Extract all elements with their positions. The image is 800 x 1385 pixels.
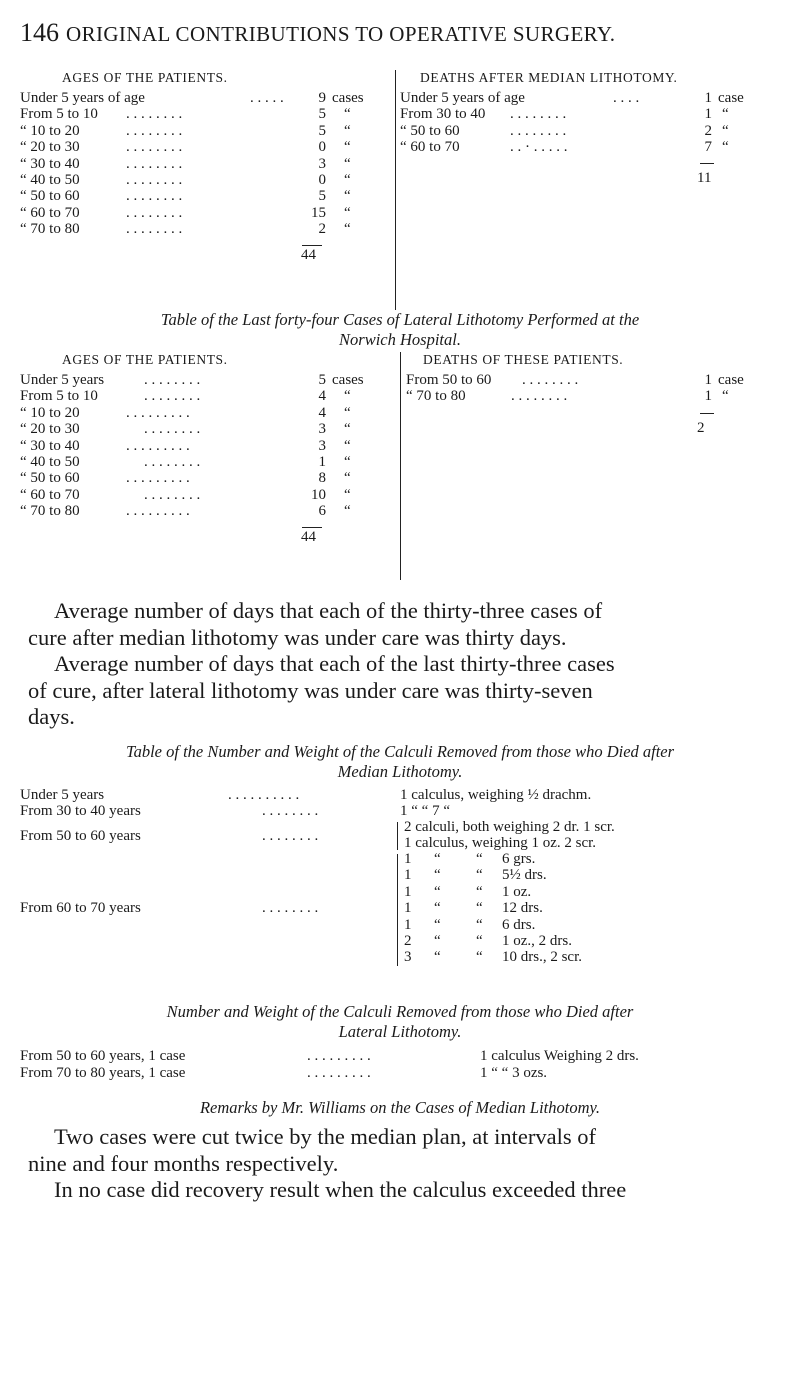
table2-caption-line2: Norwich Hospital. (339, 330, 461, 349)
table2-left-heading: AGES OF THE PATIENTS. (62, 352, 228, 367)
table4-row1-value: 1 calculus Weighing 2 drs. (480, 1048, 639, 1064)
table2-age-row: “ 40 to 50 . . . . . . . . 1 “ (20, 453, 351, 470)
table4-caption (0, 1002, 800, 1042)
table1-death-row: From 30 to 40 . . . . . . . . 1 “ (400, 106, 729, 123)
table4-row1-label: From 50 to 60 years, 1 case (20, 1048, 186, 1064)
table2-death-row: From 50 to 60 . . . . . . . . 1 case (406, 372, 744, 388)
table3-from60-label: From 60 to 70 years (20, 900, 141, 916)
table1-ages-total-rule (302, 245, 322, 246)
remarks-paragraph (28, 1124, 783, 1204)
table1-deaths-total: 11 (697, 170, 712, 186)
table4-row1-dots: . . . . . . . . . (307, 1048, 371, 1064)
paragraph-line: cure after median lithotomy was under care was thirty days. (28, 624, 567, 650)
table2-deaths-total-rule (700, 413, 714, 414)
table4-caption-line1: Number and Weight of the Calculi Removed from those who Died after (166, 1002, 634, 1021)
table3-from30-dots: . . . . . . . . (262, 803, 319, 819)
table1-age-row: “ 40 to 50 . . . . . . . . 0 “ (20, 171, 351, 188)
table2-column-divider (400, 352, 401, 580)
remarks-heading: Remarks by Mr. Williams on the Cases of Median Lithotomy. (199, 1098, 601, 1117)
table1-deaths-list (400, 90, 780, 156)
table3-caption-line1: Table of the Number and Weight of the Calculi Removed from those who Died after (125, 742, 675, 761)
table1-age-row: “ 10 to 20 . . . . . . . . 5 “ (20, 122, 351, 139)
table3-from30-value: 1 “ “ 7 “ (400, 803, 450, 819)
table3-under5-label: Under 5 years (20, 787, 105, 803)
table3-from60-dots: . . . . . . . . (262, 900, 319, 916)
table2-age-row: “ 30 to 40 . . . . . . . . . 3 “ (20, 437, 351, 454)
table2-deaths-list (406, 372, 786, 405)
table2-age-row: “ 60 to 70 . . . . . . . . 10 “ (20, 486, 351, 503)
table3-calculus-row: 2 “ “ 1 oz., 2 drs. (404, 932, 572, 949)
paragraph-line: nine and four months respectively. (28, 1150, 339, 1176)
table2-age-row: “ 10 to 20 . . . . . . . . . 4 “ (20, 404, 351, 421)
table3-from50-value: 2 calculi, both weighing 2 dr. 1 scr. (404, 819, 615, 835)
table2-age-row: Under 5 years . . . . . . . . 5 cases (20, 372, 364, 388)
table2-age-row: “ 70 to 80 . . . . . . . . . 6 “ (20, 503, 351, 520)
table1-death-row: “ 50 to 60 . . . . . . . . 2 “ (400, 122, 729, 139)
table1-age-row: From 5 to 10 . . . . . . . . 5 “ (20, 106, 351, 123)
paragraph-line: In no case did recovery result when the calculus exceeded three (54, 1177, 627, 1202)
table3-from60-brace (397, 854, 398, 966)
table1-age-row: “ 20 to 30 . . . . . . . . 0 “ (20, 139, 351, 156)
table3-from50-value: 1 calculus, weighing 1 oz. 2 scr. (404, 835, 597, 851)
table1-age-row: “ 70 to 80 . . . . . . . . 2 “ (20, 221, 351, 238)
table2-right-heading: DEATHS OF THESE PATIENTS. (423, 352, 624, 367)
table1-age-row: “ 50 to 60 . . . . . . . . 5 “ (20, 188, 351, 205)
paragraph-line: Average number of days that each of the last thirty-three cases (54, 651, 615, 676)
table1-left-heading: AGES OF THE PATIENTS. (62, 70, 228, 85)
table4-row2-value: 1 “ “ 3 ozs. (480, 1065, 548, 1081)
table3-from60-list (404, 851, 784, 966)
page-number: 146 (20, 18, 59, 47)
table4-row2-label: From 70 to 80 years, 1 case (20, 1065, 186, 1081)
table3-under5-dots: . . . . . . . . . . (228, 787, 300, 803)
average-days-paragraph (28, 598, 783, 731)
table3-calculus-row: 1 “ “ 6 grs. (404, 851, 536, 867)
table2-age-row: “ 50 to 60 . . . . . . . . . 8 “ (20, 470, 351, 487)
table2-caption (0, 310, 800, 350)
table2-caption-line1: Table of the Last forty-four Cases of Lateral Lithotomy Performed at the (160, 310, 640, 329)
paragraph-line: Average number of days that each of the thirty-three cases of (54, 598, 603, 623)
table1-death-row: Under 5 years of age . . . . 1 case (400, 90, 744, 106)
table4-row2-dots: . . . . . . . . . (307, 1065, 371, 1081)
table3-calculus-row: 1 “ “ 12 drs. (404, 900, 543, 917)
table3-under5-value: 1 calculus, weighing ½ drachm. (400, 787, 592, 803)
paragraph-line: days. (28, 704, 75, 729)
table3-from50-label: From 50 to 60 years (20, 828, 141, 844)
table2-age-row: From 5 to 10 . . . . . . . . 4 “ (20, 388, 351, 405)
table1-ages-list (20, 90, 392, 238)
table1-deaths-total-rule (700, 163, 714, 164)
table1-age-row: Under 5 years of age . . . . . 9 cases (20, 90, 364, 106)
table2-age-row: “ 20 to 30 . . . . . . . . 3 “ (20, 421, 351, 438)
table2-ages-total-rule (302, 527, 322, 528)
table3-calculus-row: 3 “ “ 10 drs., 2 scr. (404, 949, 582, 966)
page-header (0, 18, 800, 48)
table3-from30-label: From 30 to 40 years (20, 803, 141, 819)
table3-calculus-row: 1 “ “ 6 drs. (404, 916, 536, 933)
table4-caption-line2: Lateral Lithotomy. (338, 1022, 462, 1041)
table2-ages-total: 44 (301, 529, 316, 545)
table2-death-row: “ 70 to 80 . . . . . . . . 1 “ (406, 388, 729, 405)
table1-death-row: “ 60 to 70 . . · . . . . . 7 “ (400, 139, 729, 156)
table3-calculus-row: 1 “ “ 1 oz. (404, 883, 532, 900)
paragraph-line: of cure, after lateral lithotomy was under care was thirty-seven (28, 677, 593, 703)
table3-caption-line2: Median Lithotomy. (337, 762, 463, 781)
paragraph-line: Two cases were cut twice by the median plan, at intervals of (54, 1124, 596, 1149)
table1-age-row: “ 60 to 70 . . . . . . . . 15 “ (20, 204, 351, 221)
table2-ages-list (20, 372, 395, 520)
table1-ages-total: 44 (301, 247, 316, 263)
table1-right-heading: DEATHS AFTER MEDIAN LITHOTOMY. (420, 70, 678, 85)
running-title: ORIGINAL CONTRIBUTIONS TO OPERATIVE SURGERY. (66, 22, 616, 46)
table1-age-row: “ 30 to 40 . . . . . . . . 3 “ (20, 155, 351, 172)
table3-calculus-row: 1 “ “ 5½ drs. (404, 867, 547, 884)
table1-column-divider (395, 70, 396, 310)
table3-from50-brace (397, 822, 398, 850)
table3-from50-dots: . . . . . . . . (262, 828, 319, 844)
table2-deaths-total: 2 (697, 420, 705, 436)
table3-caption (0, 742, 800, 782)
